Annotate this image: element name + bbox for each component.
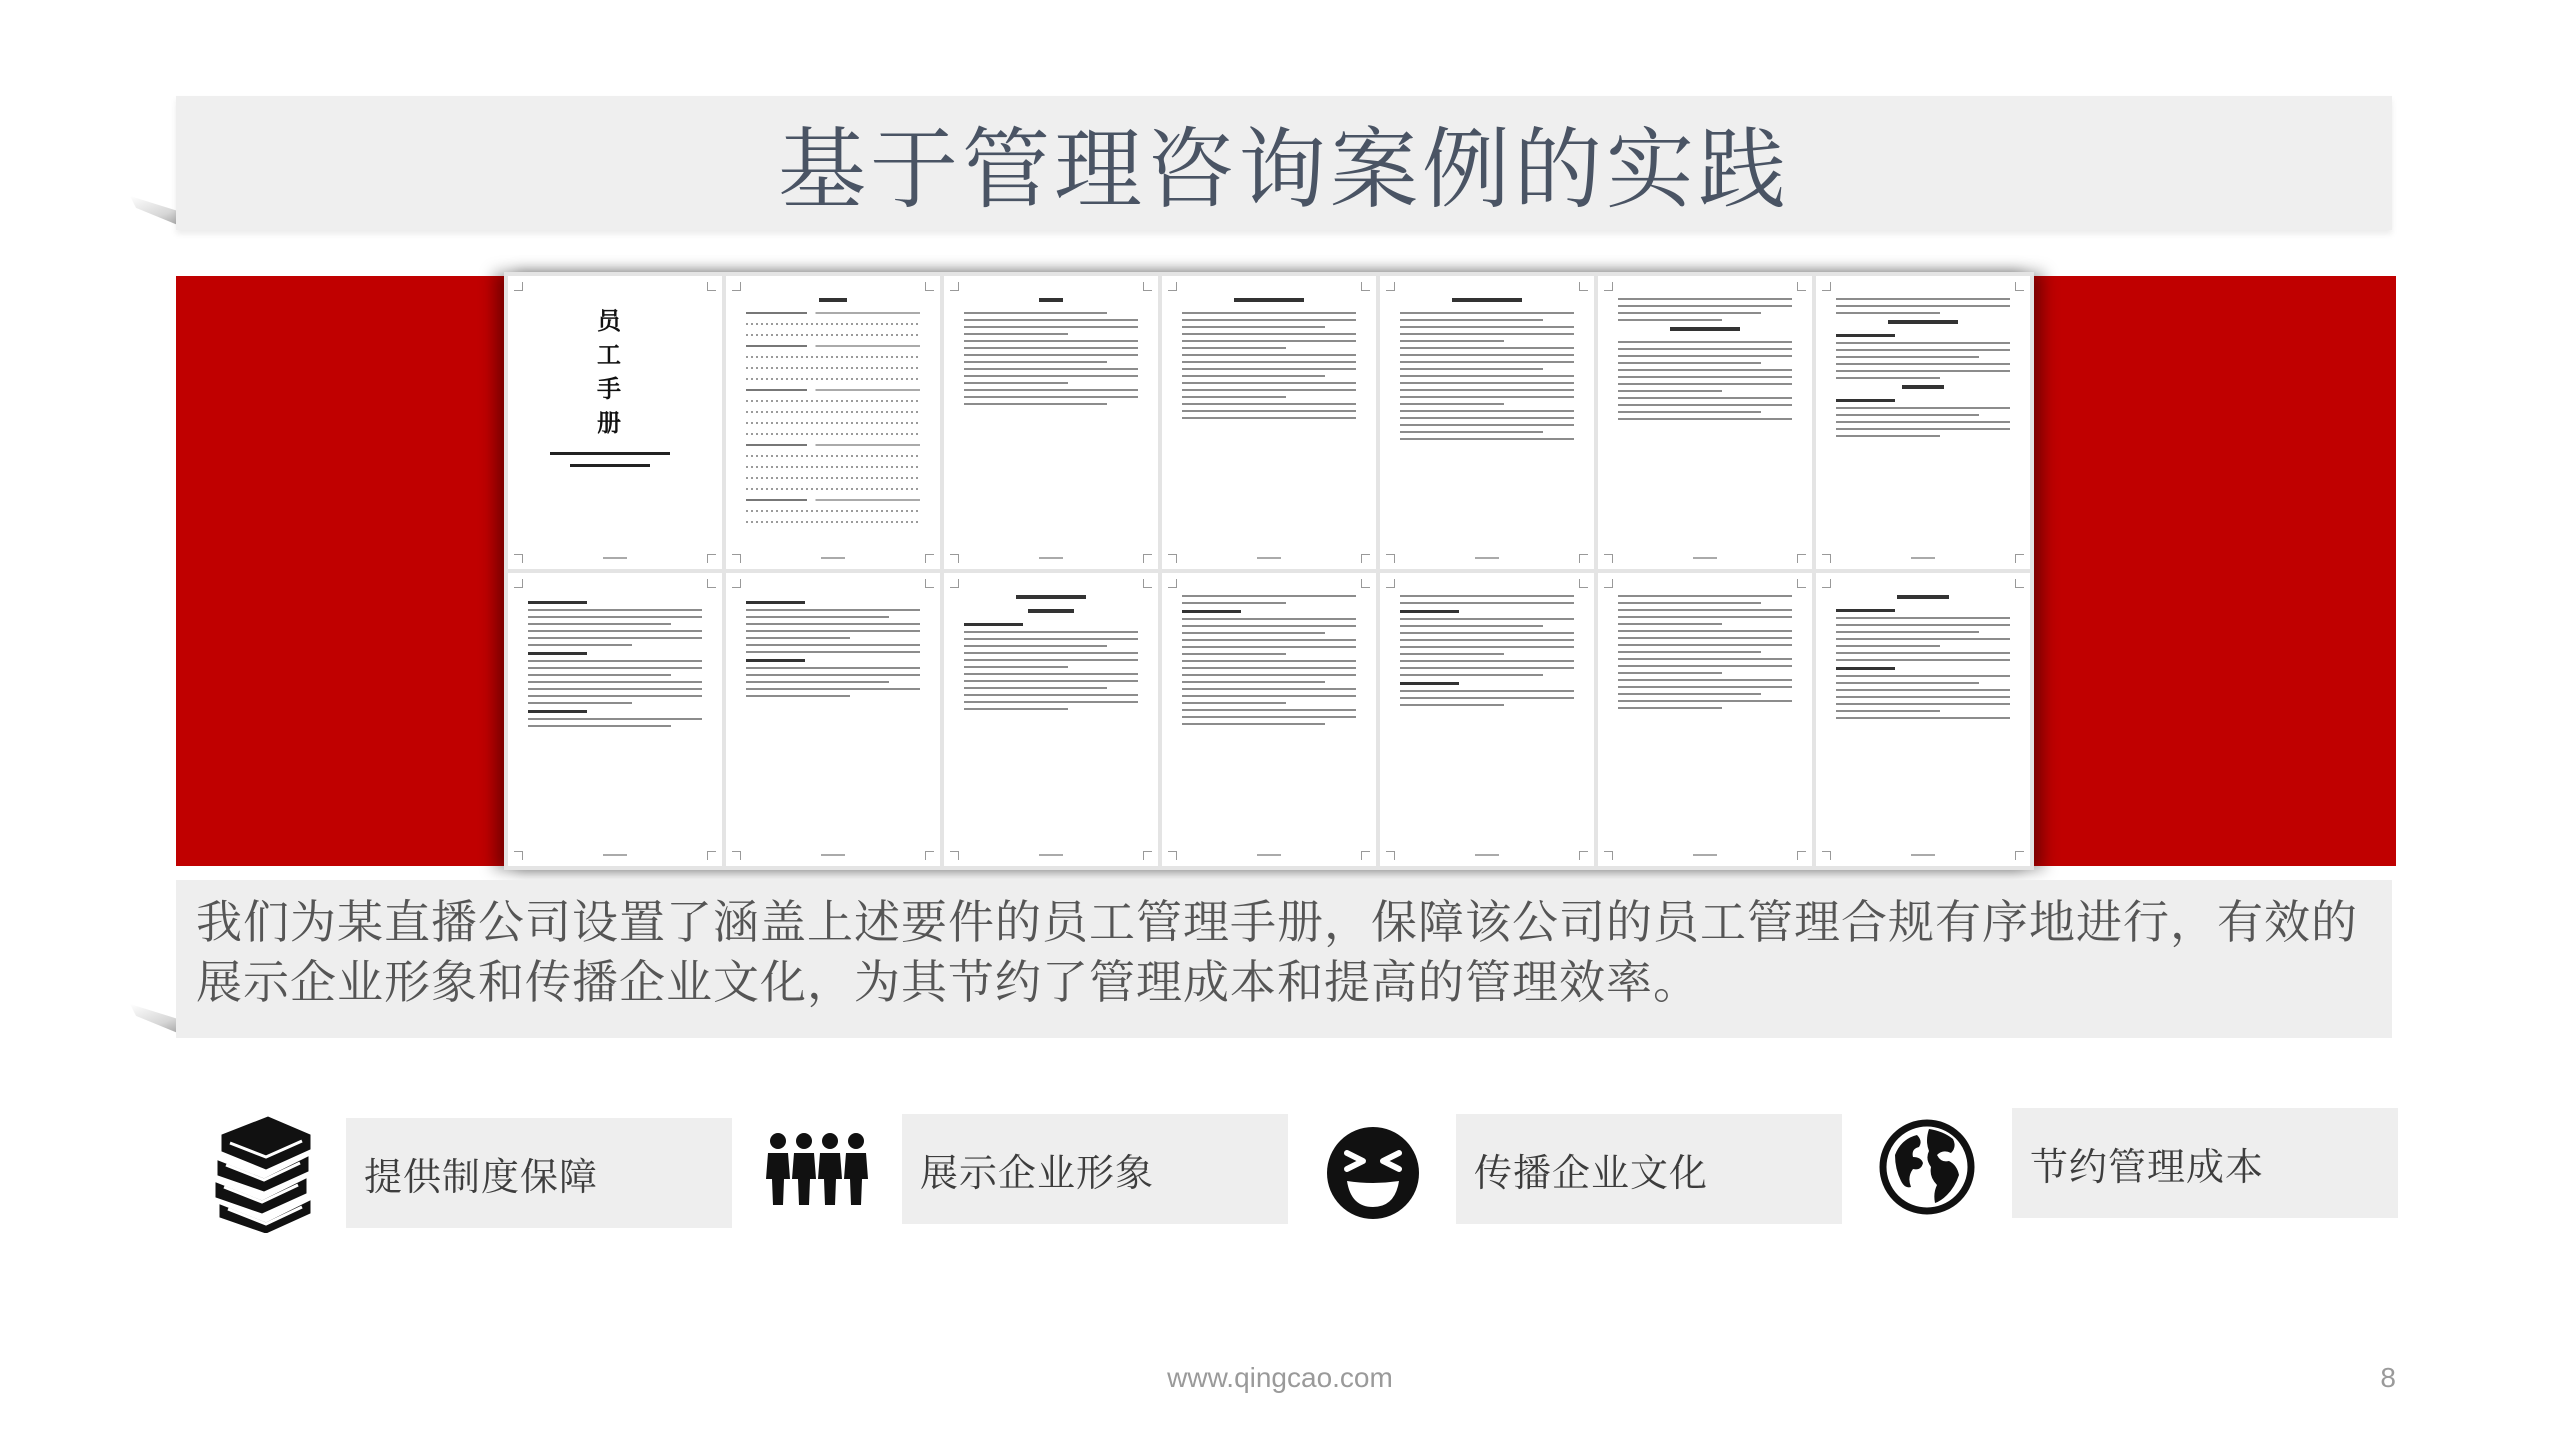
- feature-label: 传播企业文化: [1474, 1150, 1709, 1195]
- handbook-page: [1162, 276, 1376, 569]
- books-icon: [206, 1118, 316, 1228]
- feature-corporate-image: [902, 1114, 1288, 1224]
- handbook-page: [1816, 573, 2030, 866]
- footer-website: www.qingcao.com: [1167, 1362, 1393, 1393]
- handbook-page: [1380, 276, 1594, 569]
- handbook-page: [508, 573, 722, 866]
- handbook-cover-page: [508, 276, 722, 569]
- feature-label: 提供制度保障: [364, 1154, 599, 1199]
- handbook-page: [1598, 276, 1812, 569]
- handbook-cover-title: 员工手册: [597, 306, 621, 437]
- handbook-page: [726, 573, 940, 866]
- handbook-page: [944, 276, 1158, 569]
- handbook-pages-preview: [504, 272, 2034, 870]
- feature-label: 展示企业形象: [920, 1150, 1155, 1195]
- globe-icon: [1872, 1112, 1982, 1222]
- handbook-page: [1162, 573, 1376, 866]
- feature-institutional-guarantee: [346, 1118, 732, 1228]
- slide-title: 基于管理咨询案例的实践: [777, 118, 1790, 221]
- feature-corporate-culture: [1456, 1114, 1842, 1224]
- handbook-page: [1598, 573, 1812, 866]
- handbook-page: [1816, 276, 2030, 569]
- page-number: 8: [2380, 1362, 2396, 1393]
- laughing-face-icon: [1318, 1118, 1428, 1228]
- handbook-page: [1380, 573, 1594, 866]
- people-group-icon: [762, 1114, 872, 1224]
- feature-cost-saving: [2012, 1108, 2398, 1218]
- handbook-toc-page: [726, 276, 940, 569]
- handbook-page: [944, 573, 1158, 866]
- feature-label: 节约管理成本: [2030, 1144, 2265, 1189]
- case-description: 我们为某直播公司设置了涵盖上述要件的员工管理手册，保障该公司的员工管理合规有序地进行，有效的展示企业形象和传播企业文化，为其节约了管理成本和提高的管理效率。: [196, 895, 2358, 1009]
